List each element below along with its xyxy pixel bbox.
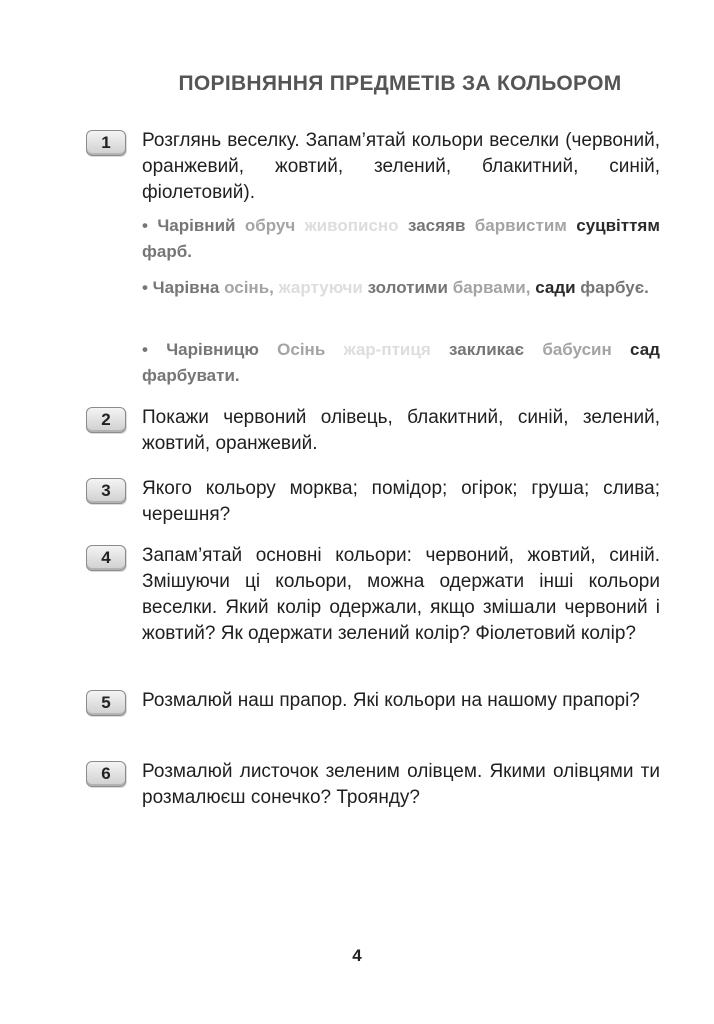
task-3 [86, 476, 660, 528]
task-number-badge: 4 [86, 545, 126, 571]
phrase-word: сад [630, 340, 660, 359]
task-number-badge: 2 [86, 407, 126, 433]
task-text: Якого кольору морква; помідор; огірок; груша; слива; черешня? [142, 478, 660, 525]
phrase-word: жар-птиця [343, 340, 431, 359]
phrase-word: бабусин [542, 340, 612, 359]
phrase-word: засяяв [407, 216, 466, 235]
task-2 [86, 405, 660, 457]
phrase-1 [142, 213, 660, 265]
task-1 [86, 128, 660, 206]
phrase-3 [142, 337, 660, 389]
phrase-word: Осінь [277, 340, 326, 359]
phrase-word: суцвіттям [576, 216, 660, 235]
phrase-word: обруч [244, 216, 296, 235]
task-text: Розглянь веселку. Запам’ятай кольори веселки (червоний, оранжевий, жовтий, зелений, блакитний, синій, фіолетовий). [142, 130, 660, 203]
page-title: ПОРІВНЯННЯ ПРЕДМЕТІВ ЗА КОЛЬОРОМ [178, 72, 622, 95]
phrase-2 [142, 275, 660, 301]
phrase-word: • Чарівна [142, 278, 220, 297]
phrase-word: жартуючи [278, 278, 363, 297]
page-number: 4 [352, 946, 362, 965]
task-number-badge: 1 [86, 130, 126, 156]
task-text: Запам’ятай основні кольори: червоний, жовтий, синій. Змішуючи ці кольори, можна одержати інші кольори веселки. Який колір одержали, якщо змішали червоний і жовтий? Як одержати зелений колір? Фіолетовий колір? [142, 545, 660, 644]
phrase-word: живописно [304, 216, 399, 235]
phrase-word: барвистим [474, 216, 567, 235]
task-number-badge: 6 [86, 761, 126, 787]
phrase-word: фарб. [142, 242, 192, 261]
task-4 [86, 543, 660, 647]
task-text: Розмалюй наш прапор. Які кольори на нашому прапорі? [142, 690, 640, 711]
phrase-word: фарбувати. [142, 366, 240, 385]
phrase-word: золотими [367, 278, 448, 297]
phrase-word: закликає [449, 340, 525, 359]
task-number-badge: 5 [86, 690, 126, 716]
task-text: Розмалюй листочок зеленим олівцем. Якими олівцями ти розмалюєш сонечко? Троянду? [142, 761, 660, 808]
phrase-word: фарбує. [580, 278, 649, 297]
task-text: Покажи червоний олівець, блакитний, синій, зелений, жовтий, оранжевий. [142, 407, 660, 454]
task-6 [86, 759, 660, 811]
phrase-word: сади [535, 278, 576, 297]
phrase-word: осінь, [224, 278, 274, 297]
task-number-badge: 3 [86, 478, 126, 504]
task-5 [86, 688, 660, 714]
phrase-word: • Чарівний [142, 216, 236, 235]
phrase-word: • Чарівницю [142, 340, 259, 359]
phrase-word: барвами, [452, 278, 531, 297]
